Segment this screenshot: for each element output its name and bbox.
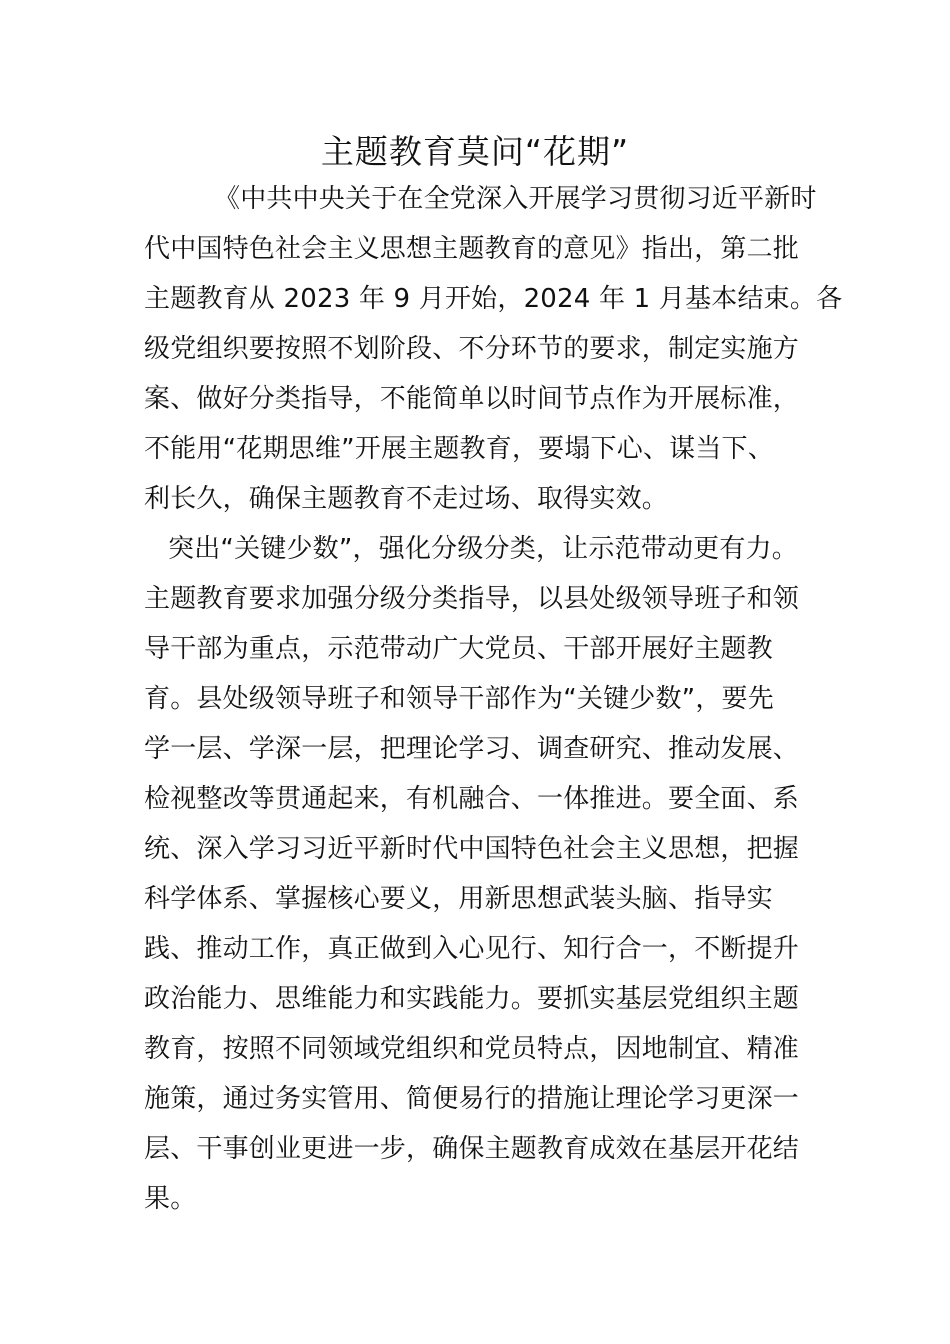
paragraph-2-line-1: 突出“关键少数”，强化分级分类，让示范带动更有力。: [168, 534, 798, 564]
paragraph-1-line-3: 主题教育从 2023 年 9 月开始，2024 年 1 月基本结束。各: [144, 284, 843, 314]
paragraph-2-line-9: 践、推动工作，真正做到入心见行、知行合一，不断提升: [144, 934, 800, 964]
paragraph-2-line-11: 教育，按照不同领域党组织和党员特点，因地制宜、精准: [144, 1034, 800, 1064]
paragraph-1-line-7: 利长久，确保主题教育不走过场、取得实效。: [144, 484, 669, 514]
paragraph-2-line-6: 检视整改等贯通起来，有机融合、一体推进。要全面、系: [144, 784, 800, 814]
paragraph-2-line-5: 学一层、学深一层，把理论学习、调查研究、推动发展、: [144, 734, 800, 764]
paragraph-2-line-2: 主题教育要求加强分级分类指导，以县处级领导班子和领: [144, 584, 800, 614]
paragraph-1-line-4: 级党组织要按照不划阶段、不分环节的要求，制定实施方: [144, 334, 800, 364]
paragraph-2-line-4: 育。县处级领导班子和领导干部作为“关键少数”，要先: [144, 684, 774, 714]
paragraph-1-line-5: 案、做好分类指导，不能简单以时间节点作为开展标准，: [144, 384, 800, 414]
paragraph-2-line-13: 层、干事创业更进一步，确保主题教育成效在基层开花结: [144, 1134, 800, 1164]
paragraph-1-line-6: 不能用“花期思维”开展主题教育，要塌下心、谋当下、: [144, 434, 774, 464]
paragraph-1-line-2: 代中国特色社会主义思想主题教育的意见》指出，第二批: [144, 234, 800, 264]
paragraph-2-line-3: 导干部为重点，示范带动广大党员、干部开展好主题教: [144, 634, 773, 664]
paragraph-2-line-12: 施策，通过务实管用、简便易行的措施让理论学习更深一: [144, 1084, 800, 1114]
paragraph-2-line-14: 果。: [144, 1184, 197, 1214]
paragraph-1-line-1: 《中共中央关于在全党深入开展学习贯彻习近平新时: [214, 184, 817, 214]
paragraph-2-line-7: 统、深入学习习近平新时代中国特色社会主义思想，把握: [144, 834, 800, 864]
document-title: 主题教育莫问“花期”: [320, 132, 630, 171]
paragraph-2-line-8: 科学体系、掌握核心要义，用新思想武装头脑、指导实: [144, 884, 773, 914]
paragraph-2-line-10: 政治能力、思维能力和实践能力。要抓实基层党组织主题: [144, 984, 800, 1014]
